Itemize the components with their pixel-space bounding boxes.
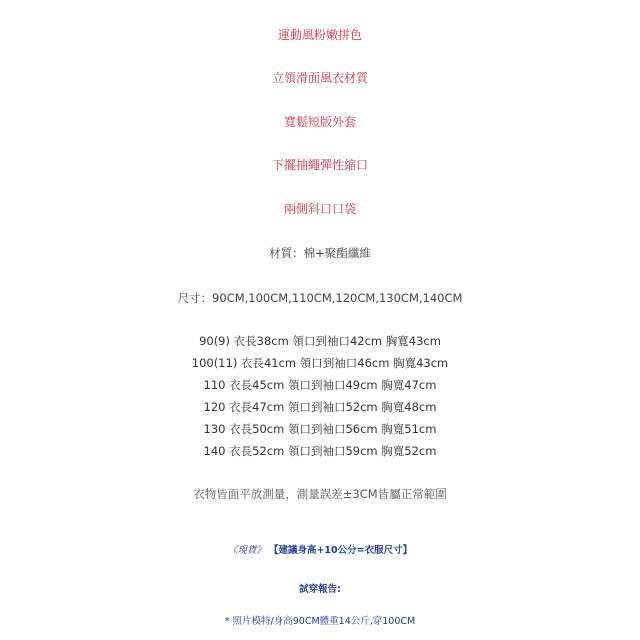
recommendation-text: 【建議身高+10公分=衣服尺寸】 bbox=[268, 545, 413, 556]
trial-report-note: * 照片模特/身高90CM體重14公斤,穿100CM bbox=[224, 616, 416, 627]
stock-tag: 《現貨》 bbox=[227, 545, 266, 556]
size-row: 130 衣長50cm 領口到袖口56cm 胸寬51cm bbox=[203, 422, 437, 436]
feature-line: 兩側斜口口袋 bbox=[283, 202, 356, 216]
measurement-note: 衣物皆面平放測量，測量誤差±3CM皆屬正常範圍 bbox=[193, 487, 447, 501]
feature-line: 下擺抽繩彈性縮口 bbox=[271, 158, 368, 172]
height-recommendation bbox=[0, 543, 640, 559]
material-line: 材質：棉+聚酯纖維 bbox=[269, 246, 371, 260]
size-row: 100(11) 衣長41cm 領口到袖口46cm 胸寬43cm bbox=[191, 356, 449, 370]
size-row: 110 衣長45cm 領口到袖口49cm 胸寬47cm bbox=[203, 378, 437, 392]
size-row: 120 衣長47cm 領口到袖口52cm 胸寬48cm bbox=[203, 400, 437, 414]
trial-report-title: 試穿報告: bbox=[299, 584, 341, 595]
feature-line: 寬鬆短版外套 bbox=[283, 115, 356, 129]
feature-line: 運動風粉嫩拼色 bbox=[277, 28, 362, 42]
size-row: 90(9) 衣長38cm 領口到袖口42cm 胸寬43cm bbox=[199, 334, 441, 348]
sizes-line: 尺寸：90CM,100CM,110CM,120CM,130CM,140CM bbox=[177, 291, 463, 305]
feature-line: 立領滑面風衣材質 bbox=[271, 71, 368, 85]
size-row: 140 衣長52cm 領口到袖口59cm 胸寬52cm bbox=[203, 444, 437, 458]
